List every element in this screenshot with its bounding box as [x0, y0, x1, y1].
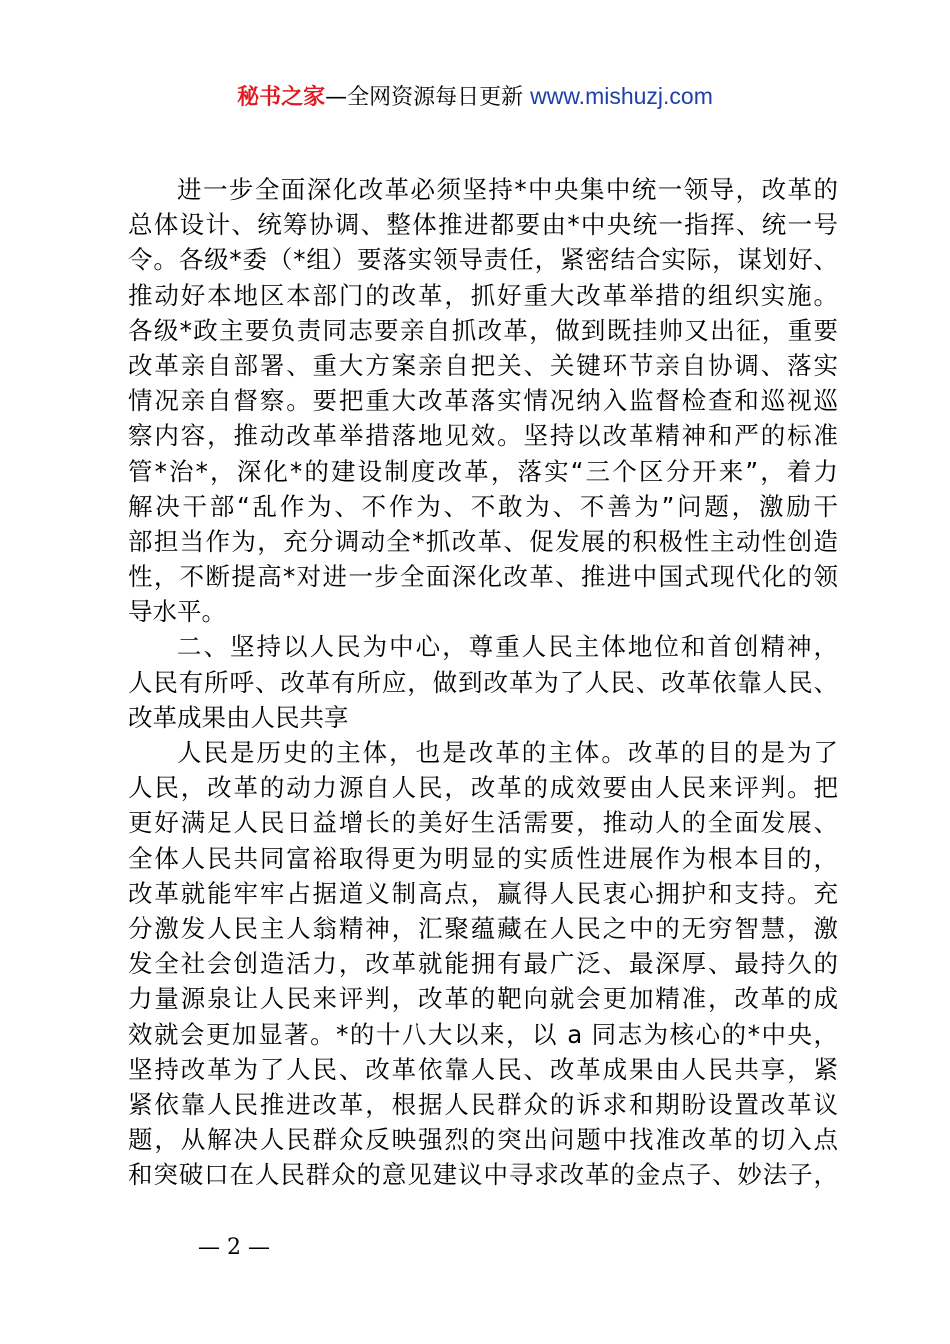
section-heading-line: 改革成果由人民共享: [128, 702, 349, 732]
text-line: 进一步全面深化改革必须坚持*中央集中统一领导，改革的: [177, 175, 838, 204]
text-line: 部担当作为，充分调动全*抓改革、促发展的积极性主动性创造: [128, 526, 838, 556]
text-line: 情况亲自督察。要把重大改革落实情况纳入监督检查和巡视巡: [128, 386, 838, 416]
text-line: 推动好本地区本部门的改革，抓好重大改革举措的组织实施。: [128, 280, 838, 310]
text-line: 紧依靠人民推进改革，根据人民群众的诉求和期盼设置改革议: [128, 1089, 838, 1119]
text-line: 人民是历史的主体，也是改革的主体。改革的目的是为了: [177, 738, 838, 767]
section-heading-line: 二、坚持以人民为中心，尊重人民主体地位和首创精神，: [177, 632, 838, 662]
text-line: 力量源泉让人民来评判，改革的靶向就会更加精准，改革的成: [128, 984, 838, 1014]
text-line: 总体设计、统筹协调、整体推进都要由*中央统一指挥、统一号: [128, 210, 838, 240]
text-line: 更好满足人民日益增长的美好生活需要，推动人的全面发展、: [128, 808, 838, 838]
text-line: 导水平。: [128, 597, 226, 627]
text-line: 管*治*，深化*的建设制度改革，落实“三个区分开来”，着力: [128, 456, 838, 486]
text-line: 坚持改革为了人民、改革依靠人民、改革成果由人民共享，紧: [128, 1054, 838, 1084]
site-header: [0, 80, 950, 114]
text-line: 效就会更加显著。*的十八大以来，以 a 同志为核心的*中央，: [128, 1019, 838, 1049]
text-line: 分激发人民主人翁精神，汇聚蕴藏在人民之中的无穷智慧，激: [128, 913, 838, 943]
text-line: 解决干部“乱作为、不作为、不敢为、不善为”问题，激励干: [128, 491, 838, 521]
text-line: 题，从解决人民群众反映强烈的突出问题中找准改革的切入点: [128, 1125, 838, 1155]
text-line: 改革就能牢牢占据道义制高点，赢得人民衷心拥护和支持。充: [128, 878, 838, 908]
site-name: 秘书之家: [237, 85, 326, 110]
text-line: 人民，改革的动力源自人民，改革的成效要由人民来评判。把: [128, 773, 838, 803]
document-body: [128, 172, 838, 1192]
text-line: 改革亲自部署、重大方案亲自把关、关键环节亲自协调、落实: [128, 350, 838, 380]
text-line: 令。各级*委（*组）要落实领导责任，紧密结合实际，谋划好、: [128, 245, 838, 275]
text-line: 性，不断提高*对进一步全面深化改革、推进中国式现代化的领: [128, 562, 838, 592]
text-line: 发全社会创造活力，改革就能拥有最广泛、最深厚、最持久的: [128, 949, 838, 979]
text-line: 和突破口在人民群众的意见建议中寻求改革的金点子、妙法子，: [128, 1160, 838, 1190]
section-heading-line: 人民有所呼、改革有所应，做到改革为了人民、改革依靠人民、: [128, 667, 838, 697]
text-line: 察内容，推动改革举措落地见效。坚持以改革精神和严的标准: [128, 421, 838, 451]
text-line: 各级*政主要负责同志要亲自抓改革，做到既挂帅又出征，重要: [128, 315, 838, 345]
site-url-link[interactable]: www.mishuzj.com: [530, 83, 713, 109]
site-tagline: —全网资源每日更新: [325, 85, 524, 110]
page-number: — 2 —: [198, 1235, 270, 1260]
text-line: 全体人民共同富裕取得更为明显的实质性进展作为根本目的，: [128, 843, 838, 873]
